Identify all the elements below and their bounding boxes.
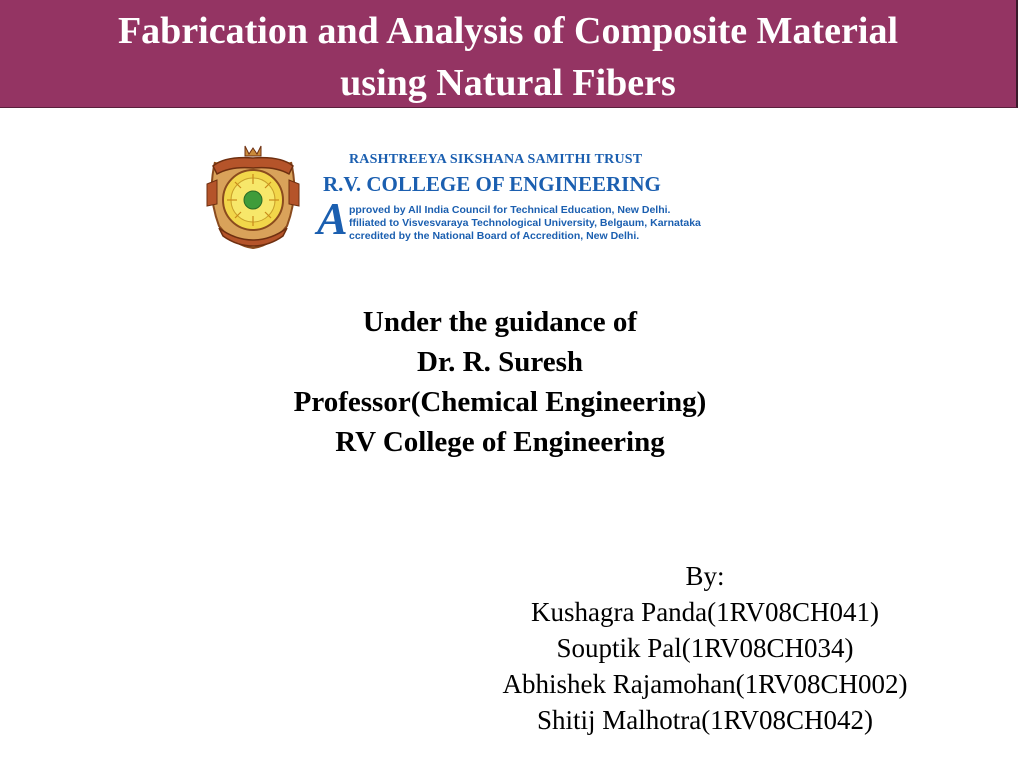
guidance-heading: Under the guidance of <box>362 306 638 338</box>
college-name: R.V. COLLEGE OF ENGINEERING <box>323 172 661 196</box>
authors-heading: By: <box>685 561 725 591</box>
guide-name: Dr. R. Suresh <box>417 346 583 378</box>
title-banner <box>0 0 1018 108</box>
title-line-2: using Natural Fibers <box>340 62 676 104</box>
author-name: Kushagra Panda(1RV08CH041) <box>530 597 880 627</box>
guidance-block <box>200 302 800 462</box>
college-crest-icon <box>205 144 301 250</box>
accreditation-initial: A <box>317 193 348 244</box>
title-line-1: Fabrication and Analysis of Composite Material <box>117 10 899 52</box>
author-name: Souptik Pal(1RV08CH034) <box>556 633 854 663</box>
author-name: Shitij Malhotra(1RV08CH042) <box>536 705 874 735</box>
accreditation-line-2: ffiliated to Visvesvaraya Technological University, Belgaum, Karnataka <box>349 217 701 229</box>
trust-name: RASHTREEYA SIKSHANA SAMITHI TRUST <box>349 152 643 167</box>
accreditation-line-3: ccredited by the National Board of Accredition, New Delhi. <box>349 230 640 242</box>
author-name: Abhishek Rajamohan(1RV08CH002) <box>502 669 908 699</box>
guide-title: Professor(Chemical Engineering) <box>293 386 707 418</box>
guide-institution: RV College of Engineering <box>335 426 665 458</box>
accreditation-line-1: pproved by All India Council for Technical Education, New Delhi. <box>349 204 671 216</box>
authors-block <box>445 558 965 738</box>
college-logo <box>205 144 765 254</box>
